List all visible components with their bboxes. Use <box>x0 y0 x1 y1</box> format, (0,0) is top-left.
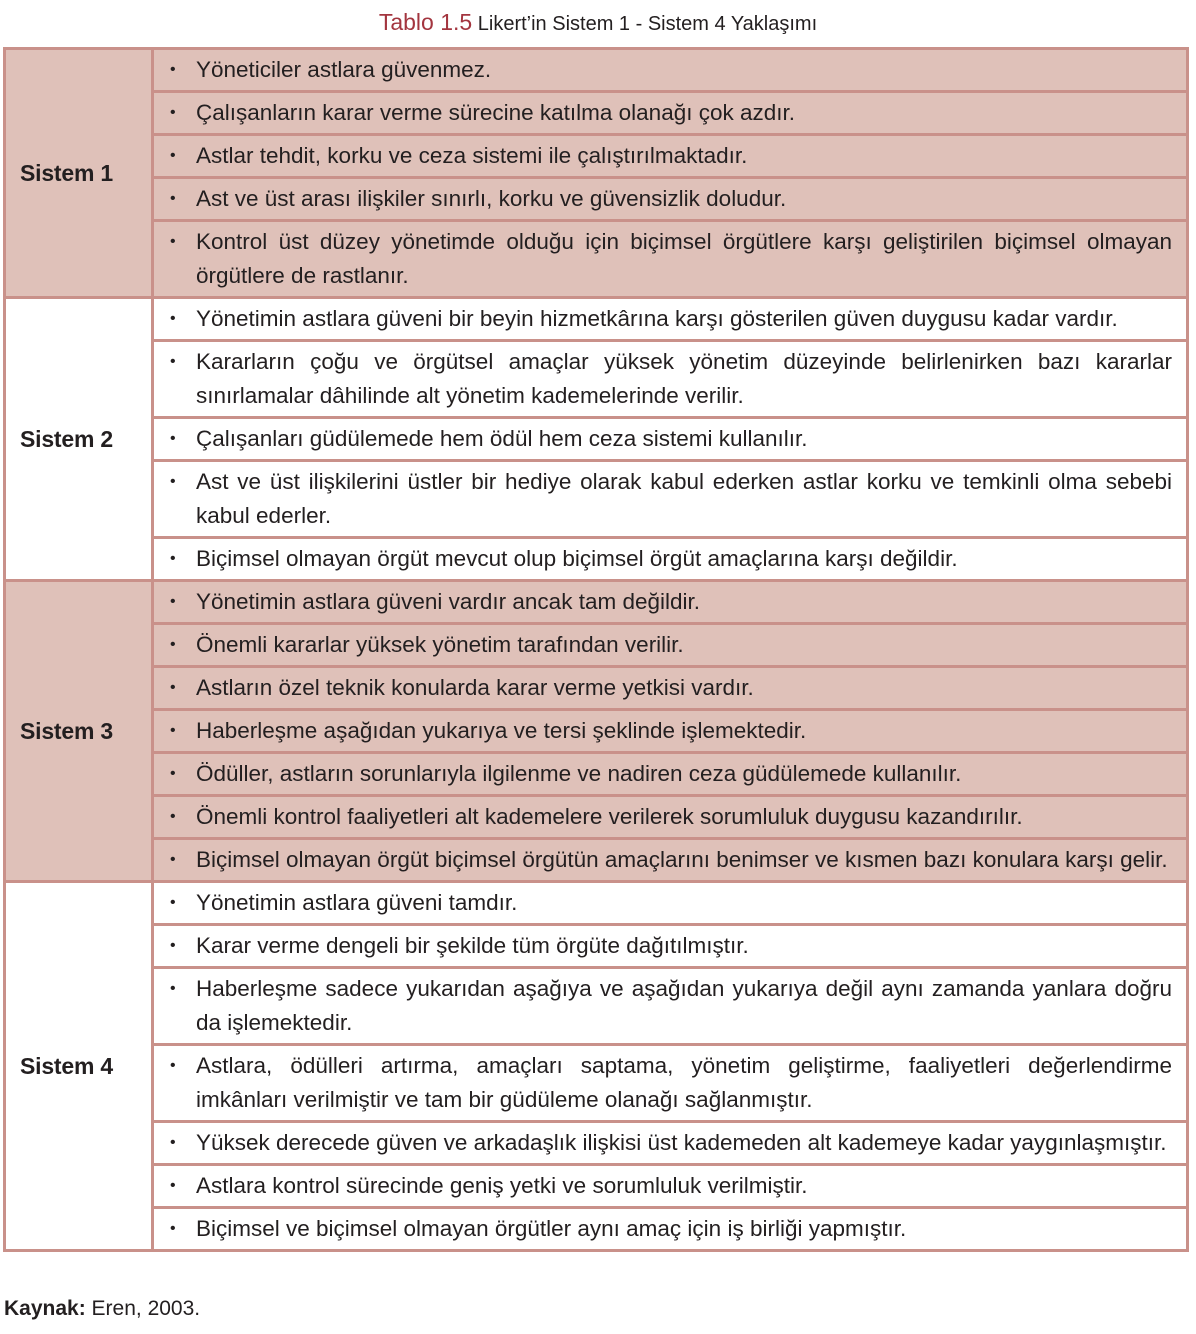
system-item-text: Önemli kontrol faaliyetleri alt kademelere verilerek sorumluluk duygusu kazandırılır. <box>196 804 1023 829</box>
source-note <box>4 1294 200 1324</box>
system-item-cell <box>153 710 1188 753</box>
bullet-icon: • <box>170 1057 176 1074</box>
bullet-icon: • <box>170 190 176 207</box>
table-row <box>5 667 1188 710</box>
table-row <box>5 753 1188 796</box>
table-row <box>5 839 1188 882</box>
table-row <box>5 298 1188 341</box>
table-row <box>5 1045 1188 1122</box>
system-item-cell <box>153 581 1188 624</box>
likert-systems-table <box>3 47 1189 1252</box>
system-item-text: Yönetimin astlara güveni tamdır. <box>196 890 518 915</box>
system-item-cell <box>153 298 1188 341</box>
bullet-icon: • <box>170 808 176 825</box>
system-item-text: Ast ve üst ilişkilerini üstler bir hediye olarak kabul ederken astlar korku ve temkinli olma sebebi kabul ederler. <box>196 469 1172 528</box>
system-item-text: Astlara kontrol sürecinde geniş yetki ve sorumluluk verilmiştir. <box>196 1173 808 1198</box>
bullet-icon: • <box>170 851 176 868</box>
system-item-text: Astların özel teknik konularda karar verme yetkisi vardır. <box>196 675 754 700</box>
system-item-text: Biçimsel olmayan örgüt biçimsel örgütün amaçlarını benimser ve kısmen bazı konulara karşı gelir. <box>196 847 1168 872</box>
bullet-icon: • <box>170 679 176 696</box>
system-item-text: Önemli kararlar yüksek yönetim tarafından verilir. <box>196 632 684 657</box>
system-item-text: Yönetimin astlara güveni vardır ancak tam değildir. <box>196 589 701 614</box>
table-row <box>5 925 1188 968</box>
bullet-icon: • <box>170 104 176 121</box>
bullet-icon: • <box>170 473 176 490</box>
system-item-text: Çalışanları güdülemede hem ödül hem ceza sistemi kullanılır. <box>196 426 808 451</box>
system-item-text: Astlara, ödülleri artırma, amaçları saptama, yönetim geliştirme, faaliyetleri değerlendirme imkânları verilmiştir ve tam bir güdüleme olanağı sağlanmıştır. <box>196 1053 1172 1112</box>
system-item-text: Çalışanların karar verme sürecine katılma olanağı çok azdır. <box>196 100 796 125</box>
bullet-icon: • <box>170 1177 176 1194</box>
system-item-text: Karar verme dengeli bir şekilde tüm örgüte dağıtılmıştır. <box>196 933 749 958</box>
table-row <box>5 538 1188 581</box>
table-number: Tablo 1.5 <box>378 9 473 35</box>
table-row <box>5 796 1188 839</box>
system-item-text: Yüksek derecede güven ve arkadaşlık ilişkisi üst kademeden alt kademeye kadar yaygınlaşmıştır. <box>196 1130 1167 1155</box>
bullet-icon: • <box>170 1220 176 1237</box>
system-item-cell <box>153 92 1188 135</box>
system-item-text: Ast ve üst arası ilişkiler sınırlı, korku ve güvensizlik doludur. <box>196 186 787 211</box>
bullet-icon: • <box>170 430 176 447</box>
system-item-cell <box>153 796 1188 839</box>
bullet-icon: • <box>170 61 176 78</box>
bullet-icon: • <box>170 894 176 911</box>
bullet-icon: • <box>170 310 176 327</box>
system-item-cell <box>153 1122 1188 1165</box>
system-item-cell <box>153 753 1188 796</box>
system-item-cell <box>153 49 1188 92</box>
system-label: Sistem 4 <box>5 882 153 1251</box>
table-row <box>5 418 1188 461</box>
table-row <box>5 581 1188 624</box>
table-row <box>5 968 1188 1045</box>
table-row <box>5 624 1188 667</box>
bullet-icon: • <box>170 765 176 782</box>
bullet-icon: • <box>170 636 176 653</box>
table-caption <box>0 6 1196 40</box>
system-item-text: Ödüller, astların sorunlarıyla ilgilenme ve nadiren ceza güdülemede kullanılır. <box>196 761 962 786</box>
table-row <box>5 882 1188 925</box>
bullet-icon: • <box>170 147 176 164</box>
system-item-cell <box>153 1045 1188 1122</box>
table-row <box>5 1208 1188 1251</box>
system-item-cell <box>153 968 1188 1045</box>
system-label: Sistem 2 <box>5 298 153 581</box>
system-item-cell <box>153 135 1188 178</box>
system-item-cell <box>153 1208 1188 1251</box>
system-item-text: Kontrol üst düzey yönetimde olduğu için biçimsel örgütlere karşı geliştirilen biçimsel olmayan örgütlere de rastlanır. <box>196 229 1172 288</box>
system-item-text: Yönetimin astlara güveni bir beyin hizmetkârına karşı gösterilen güven duygusu kadar vardır. <box>196 306 1118 331</box>
table-row <box>5 710 1188 753</box>
system-item-cell <box>153 667 1188 710</box>
system-item-cell <box>153 178 1188 221</box>
system-item-text: Astlar tehdit, korku ve ceza sistemi ile çalıştırılmaktadır. <box>196 143 748 168</box>
table-row <box>5 1122 1188 1165</box>
system-item-cell <box>153 624 1188 667</box>
source-label: Kaynak: <box>4 1297 86 1320</box>
system-item-cell <box>153 839 1188 882</box>
bullet-icon: • <box>170 233 176 250</box>
table-row <box>5 178 1188 221</box>
system-item-cell <box>153 341 1188 418</box>
system-item-text: Biçimsel olmayan örgüt mevcut olup biçimsel örgüt amaçlarına karşı değildir. <box>196 546 958 571</box>
bullet-icon: • <box>170 722 176 739</box>
system-item-cell <box>153 461 1188 538</box>
source-value: Eren, 2003. <box>91 1297 201 1320</box>
system-item-cell <box>153 538 1188 581</box>
table-row <box>5 135 1188 178</box>
system-label: Sistem 1 <box>5 49 153 298</box>
system-item-text: Haberleşme aşağıdan yukarıya ve tersi şeklinde işlemektedir. <box>196 718 807 743</box>
bullet-icon: • <box>170 550 176 567</box>
table-row <box>5 461 1188 538</box>
bullet-icon: • <box>170 1134 176 1151</box>
bullet-icon: • <box>170 353 176 370</box>
table-row <box>5 49 1188 92</box>
bullet-icon: • <box>170 593 176 610</box>
system-item-cell <box>153 882 1188 925</box>
system-item-cell <box>153 221 1188 298</box>
table-row <box>5 221 1188 298</box>
system-item-text: Biçimsel ve biçimsel olmayan örgütler aynı amaç için iş birliği yapmıştır. <box>196 1216 907 1241</box>
system-item-cell <box>153 418 1188 461</box>
bullet-icon: • <box>170 937 176 954</box>
system-item-text: Yöneticiler astlara güvenmez. <box>196 57 492 82</box>
system-item-cell <box>153 925 1188 968</box>
bullet-icon: • <box>170 980 176 997</box>
table-row <box>5 1165 1188 1208</box>
system-label: Sistem 3 <box>5 581 153 882</box>
system-item-text: Kararların çoğu ve örgütsel amaçlar yüksek yönetim düzeyinde belirlenirken bazı kararlar sınırlamalar dâhilinde alt yönetim kademelerinde verilir. <box>196 349 1172 408</box>
table-row <box>5 92 1188 135</box>
table-title: Likert’in Sistem 1 - Sistem 4 Yaklaşımı <box>477 13 818 35</box>
system-item-text: Haberleşme sadece yukarıdan aşağıya ve aşağıdan yukarıya değil aynı zamanda yanlara doğru da işlemektedir. <box>196 976 1172 1035</box>
table-row <box>5 341 1188 418</box>
system-item-cell <box>153 1165 1188 1208</box>
